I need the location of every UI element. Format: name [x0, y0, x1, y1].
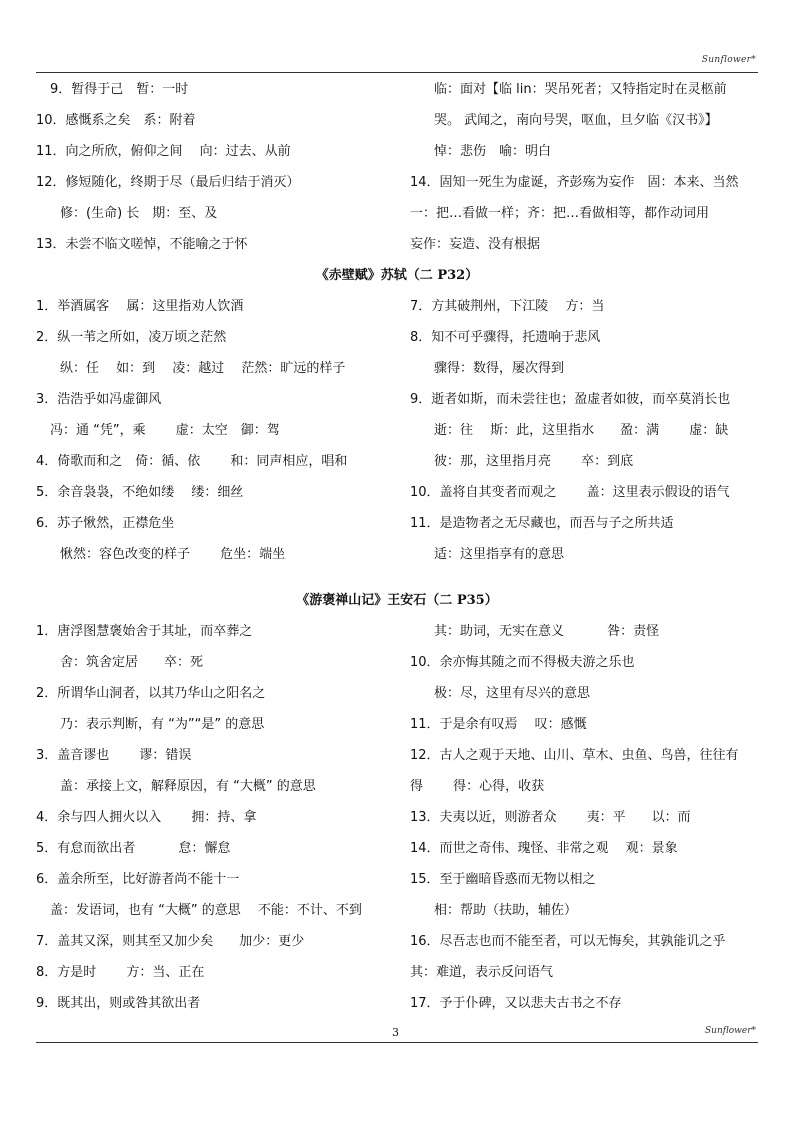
- note-line: 悼：悲伤 喻：明白: [434, 144, 552, 159]
- note-line: 愀然：容色改变的样子 危坐：端坐: [60, 547, 286, 562]
- note-line: 1．举酒属客 属：这里指劝人饮酒: [36, 299, 244, 314]
- note-line: 妄作：妄造、没有根据: [410, 237, 541, 252]
- note-line: 4．倚歌而和之 倚：循、依 和：同声相应，唱和: [36, 454, 348, 469]
- note-line: 极：尽，这里有尽兴的意思: [434, 686, 591, 701]
- page-body: [36, 74, 758, 1019]
- note-line: 骤得：数得，屡次得到: [434, 361, 565, 376]
- note-line: 纵：任 如：到 凌：越过 茫然：旷远的样子: [60, 361, 346, 376]
- note-line: 2．所谓华山洞者，以其乃华山之阳名之: [36, 686, 266, 701]
- note-line: 舍：筑舍定居 卒：死: [60, 655, 204, 670]
- note-line: 3．盖音谬也 谬：错误: [36, 748, 192, 763]
- left-column: [36, 291, 406, 570]
- note-line: 7．盖其又深，则其至又加少矣 加少：更少: [36, 934, 305, 949]
- note-line: 哭。 武闻之，南向号哭，呕血，旦夕临《汉书》】: [434, 113, 718, 128]
- note-line: 逝：往 斯：此，这里指水 盈：满 虚：缺: [434, 423, 729, 438]
- note-line: 得 得：心得，收获: [410, 779, 545, 794]
- note-line: 9．既其出，则或咎其欲出者: [36, 996, 201, 1011]
- note-line: 10．盖将自其变者而观之 盖：这里表示假设的语气: [410, 485, 730, 500]
- note-line: 13．夫夷以近，则游者众 夷：平 以：而: [410, 810, 691, 825]
- right-column: [410, 616, 758, 1019]
- note-line: 11．是造物者之无尽藏也，而吾与子之所共适: [410, 516, 674, 531]
- right-column: [410, 291, 758, 570]
- left-column: [36, 616, 406, 1019]
- note-line: 8．方是时 方：当、正在: [36, 965, 205, 980]
- note-line: 8．知不可乎骤得，托遗响于悲风: [410, 330, 601, 345]
- note-line: 修：(生命) 长 期：至、及: [60, 206, 218, 221]
- section-lanting-notes: [36, 74, 758, 260]
- note-line: 11．向之所欣，俯仰之间 向：过去、从前: [36, 144, 291, 159]
- note-line: 17．予于仆碑，又以悲夫古书之不存: [410, 996, 622, 1011]
- note-line: 其：助词，无实在意义 咎：责怪: [434, 624, 660, 639]
- note-line: 盖：发语词，也有 “大概” 的意思 不能：不计、不到: [50, 903, 362, 918]
- note-line: 2．纵一苇之所如，凌万顷之茫然: [36, 330, 227, 345]
- note-line: 盖：承接上文，解释原因，有 “大概” 的意思: [60, 779, 316, 794]
- right-column: [410, 74, 758, 260]
- note-line: 15．至于幽暗昏惑而无物以相之: [410, 872, 596, 887]
- note-line: 6．苏子愀然，正襟危坐: [36, 516, 175, 531]
- note-line: 1．唐浮图慧褒始舍于其址，而卒葬之: [36, 624, 253, 639]
- footer-rule: [36, 1042, 758, 1043]
- note-line: 适：这里指享有的意思: [434, 547, 565, 562]
- note-line: 5．有怠而欲出者 怠：懈怠: [36, 841, 231, 856]
- note-line: 9．暂得于己 暂：一时: [50, 82, 189, 97]
- note-line: 9．逝者如斯，而未尝往也；盈虚者如彼，而卒莫消长也: [410, 392, 731, 407]
- section-youbaochanshanji-notes: [36, 616, 758, 1019]
- note-line: 12．修短随化，终期于尽（最后归结于消灭）: [36, 175, 300, 190]
- note-line: 临：面对【临 lin：哭吊死者；又特指定时在灵柩前: [434, 82, 727, 97]
- note-line: 相：帮助（扶助，辅佐）: [434, 903, 578, 918]
- section-chibifu-notes: [36, 291, 758, 570]
- page-number: 3: [392, 1026, 399, 1039]
- note-line: 6．盖余所至，比好游者尚不能十一: [36, 872, 240, 887]
- note-line: 7．方其破荆州，下江陵 方：当: [410, 299, 605, 314]
- note-line: 12．古人之观于天地、山川、草木、虫鱼、鸟兽，往往有: [410, 748, 739, 763]
- section-title-youbaochanshanji: 《游褒禅山记》王安石（二 P35）: [296, 593, 498, 608]
- note-line: 11．于是余有叹焉 叹：感慨: [410, 717, 587, 732]
- note-line: 冯：通 “凭”，乘 虚：太空 御：驾: [50, 423, 280, 438]
- header-rule: [36, 72, 758, 73]
- note-line: 13．未尝不临文嗟悼，不能喻之于怀: [36, 237, 248, 252]
- note-line: 4．余与四人拥火以入 拥：持、拿: [36, 810, 257, 825]
- note-line: 14．而世之奇伟、瑰怪、非常之观 观：景象: [410, 841, 678, 856]
- note-line: 乃：表示判断，有 “为”“是” 的意思: [60, 717, 265, 732]
- note-line: 5．余音袅袅，不绝如缕 缕：细丝: [36, 485, 244, 500]
- note-line: 3．浩浩乎如冯虚御风: [36, 392, 162, 407]
- note-line: 其：难道，表示反问语气: [410, 965, 554, 980]
- left-column: [36, 74, 406, 260]
- footer-brand: Sunflower*: [704, 1026, 756, 1036]
- header-brand: Sunflower*: [701, 55, 756, 65]
- note-line: 10．余亦悔其随之而不得极夫游之乐也: [410, 655, 635, 670]
- section-title-chibifu: 《赤壁赋》苏轼（二 P32）: [315, 268, 479, 283]
- note-line: 彼：那，这里指月亮 卒：到底: [434, 454, 634, 469]
- section-gap: [36, 570, 758, 585]
- note-line: 16．尽吾志也而不能至者，可以无悔矣，其孰能讥之乎: [410, 934, 726, 949]
- note-line: 14．固知一死生为虚诞，齐彭殇为妄作 固：本来、当然: [410, 175, 739, 190]
- note-line: 一：把…看做一样；齐：把…看做相等，都作动词用: [410, 206, 710, 221]
- note-line: 10．感慨系之矣 系：附着: [36, 113, 196, 128]
